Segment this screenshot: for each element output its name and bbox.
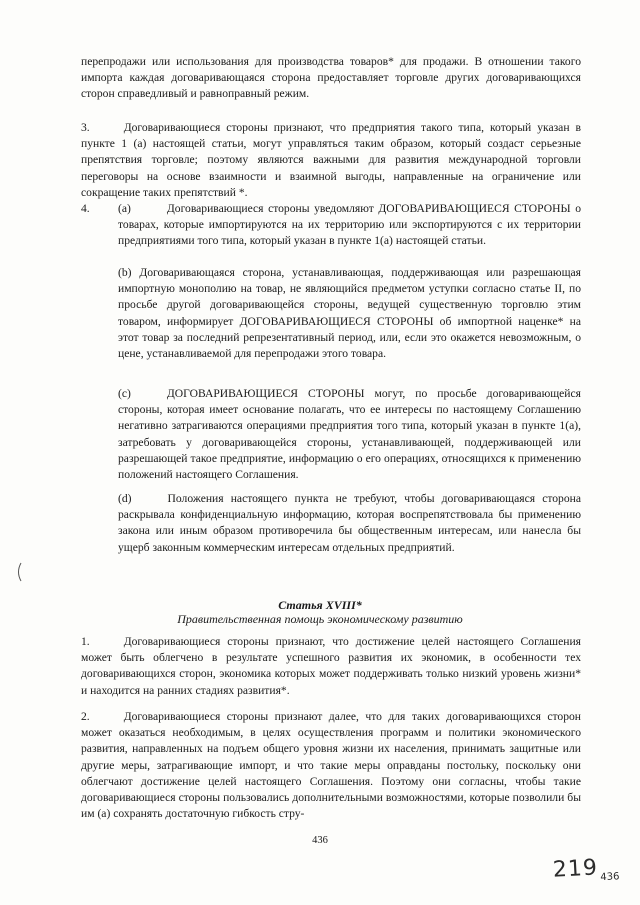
paragraph-4c-label: (с) [118, 387, 131, 400]
article-paragraph-1-number: 1. [81, 635, 90, 648]
paragraph-4d-label: (d) [118, 492, 132, 505]
handwritten-number: 219 [552, 855, 599, 883]
article-subtitle: Правительственная помощь экономическому развитию [177, 612, 463, 626]
paragraph-3-number: 3. [81, 121, 90, 134]
paragraph-3-text: Договаривающиеся стороны признают, что предприятия такого типа, который указан в пункте 1 (а) настоящей статьи, могут управляться таким образом, который создаст серьезные препятствия торговле; поэтому являются важными для развития международной торговли переговоры на основе взаимности и взаимной выгоды, направленные на ограничение или сокращение таких препятствий *. [81, 121, 581, 199]
handwritten-page-annotation [552, 854, 619, 885]
article-paragraph-2 [81, 709, 581, 822]
page-number: 436 [312, 835, 328, 846]
handwritten-small-number: 436 [600, 871, 620, 884]
paragraph-4a-label: (а) [118, 202, 131, 215]
paragraph-4a-text: Договаривающиеся стороны уведомляют ДОГОВАРИВАЮЩИЕСЯ СТОРОНЫ о товарах, которые импортируются на их территорию или экспортируются с их территории предприятиями того типа, который указан в пункте 1(а) настоящей статьи. [118, 202, 581, 248]
paragraph-4a [118, 201, 581, 250]
paragraph-4c-text: ДОГОВАРИВАЮЩИЕСЯ СТОРОНЫ могут, по просьбе договаривающейся стороны, которая имеет основание полагать, что ее интересы по настоящему Соглашению негативно затрагиваются операциями предприятия того типа, который указан в пункте 1(а), затребовать у договаривающейся стороны, устанавливающей, поддерживающей или разрешающей такое предприятие, информацию о его операциях, относящихся к применению положений настоящего Соглашения. [118, 387, 581, 482]
article-paragraph-1 [81, 634, 581, 699]
paragraph-4d-text: Положения настоящего пункта не требуют, чтобы договаривающаяся сторона раскрывала конфиденциальную информацию, которая воспрепятствовала бы применению закона или иным образом противоречила бы общественным интересам, или нанесла бы ущерб законным коммерческим интересам отдельных предприятий. [118, 492, 581, 554]
margin-bracket-mark [14, 562, 24, 582]
paragraph-3 [81, 120, 581, 201]
paragraph-4b: (b) Договаривающаяся сторона, устанавливающая, поддерживающая или разрешающая импортную монополию на товар, не являющийся предметом уступки согласно статье II, по просьбе другой договаривающейся стороны, ведущей существенную торговлю этим товаром, информирует ДОГОВАРИВАЮЩИЕСЯ СТОРОНЫ об импортной наценке* на этот товар за последний репрезентативный период, или, если это окажется невозможным, о цене, устанавливаемой для перепродажи этого товара. [118, 266, 582, 361]
article-paragraph-1-text: Договаривающиеся стороны признают, что достижение целей настоящего Соглашения может быть облегчено в результате успешного развития их экономик, в особенности тех договаривающихся сторон, экономика которых может поддерживать только низкий уровень жизни* и находится на ранних стадиях развития*. [81, 635, 581, 697]
article-paragraph-2-text: Договаривающиеся стороны признают далее, что для таких договаривающихся сторон может оказаться необходимым, в целях осуществления программ и политики экономического развития, направленных на подъем общего уровня жизни их населения, принимать защитные или другие меры, затрагивающие импорт, и что такие меры оправданы постольку, поскольку они облегчают достижение целей настоящего Соглашения. Поэтому они согласны, чтобы такие договаривающиеся стороны пользовались дополнительными возможностями, которые позволили бы им (а) сохранять достаточную гибкость стру- [81, 710, 581, 821]
article-title: Статья XVIII* [278, 598, 362, 612]
paragraph-4d [118, 491, 581, 556]
paragraph-4c [118, 386, 581, 483]
paragraph-intro: перепродажи или использования для производства товаров* для продажи. В отношении такого импорта каждая договаривающаяся сторона предоставляет торговле других договаривающихся сторон справедливый и равноправный режим. [81, 55, 581, 101]
article-paragraph-2-number: 2. [81, 710, 90, 723]
paragraph-4-number: 4. [81, 202, 90, 215]
